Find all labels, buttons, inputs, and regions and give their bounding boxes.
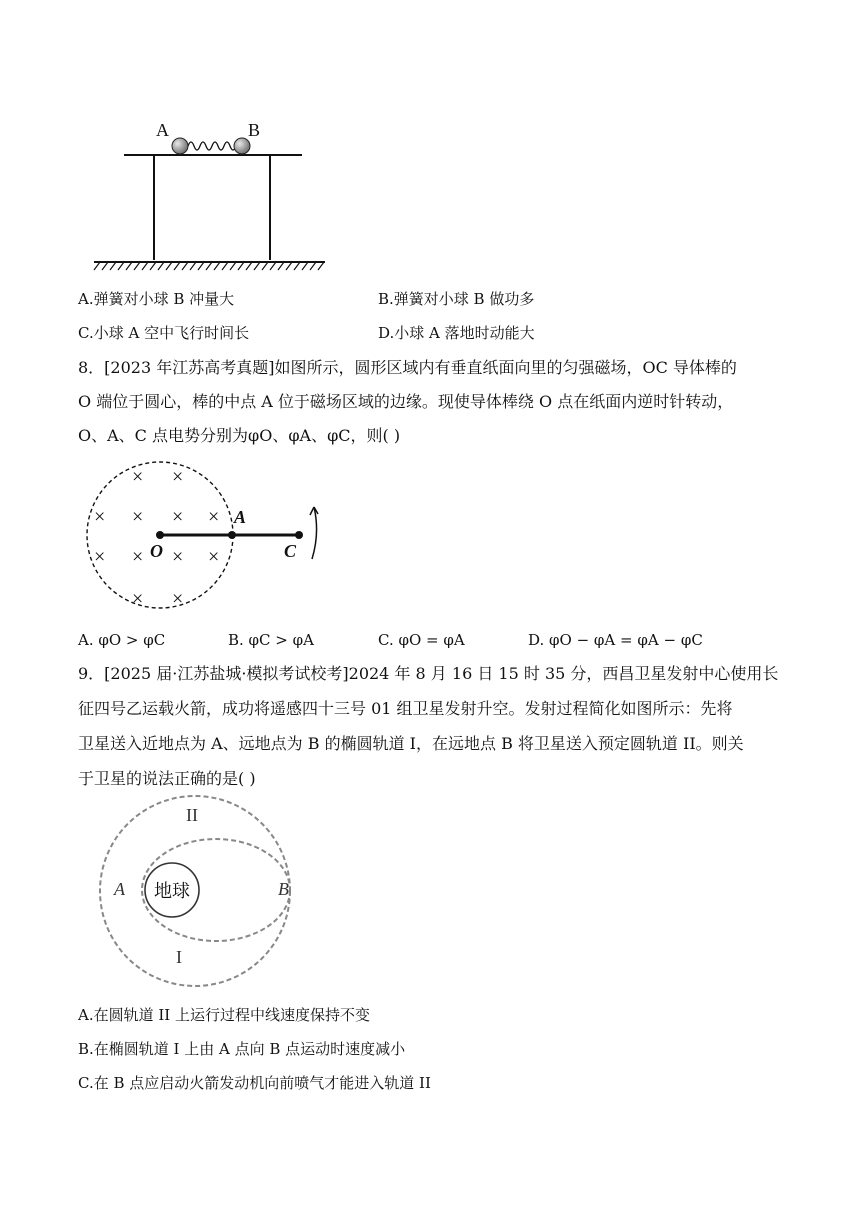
point-c — [295, 531, 303, 539]
label-ii: II — [186, 805, 198, 825]
q9-text-line-1: 9．[2025 届·江苏盐城·模拟考试校考]2024 年 8 月 16 日 15 时 35 分，西昌卫星发射中心使用长 — [78, 664, 779, 683]
q9-option-a: A.在圆轨道 II 上运行过程中线速度保持不变 — [78, 1006, 370, 1024]
q7-option-c: C.小球 A 空中飞行时间长 — [78, 324, 250, 342]
q9-text-line-2: 征四号乙运载火箭，成功将遥感四十三号 01 组卫星发射升空。发射过程简化如图所示：先将 — [78, 699, 733, 718]
ball-a — [172, 138, 188, 154]
q9-text-line-4: 于卫星的说法正确的是( ) — [78, 769, 256, 788]
q7-option-a: A.弹簧对小球 B 冲量大 — [78, 290, 235, 308]
label-b: B — [248, 120, 261, 140]
q9-text-line-3: 卫星送入近地点为 A、远地点为 B 的椭圆轨道 I，在远地点 B 将卫星送入预定圆轨道 II。则关 — [78, 734, 744, 753]
field-into-page-mark: × — [132, 546, 144, 568]
ball-b — [234, 138, 250, 154]
q8-option-a: A. φO > φC — [78, 631, 166, 649]
q8-option-c: C. φO = φA — [378, 631, 465, 649]
q9-option-b: B.在椭圆轨道 I 上由 A 点向 B 点运动时速度减小 — [78, 1040, 406, 1058]
field-into-page-mark: × — [132, 506, 144, 528]
field-into-page-mark: × — [132, 466, 144, 488]
field-marks — [94, 466, 219, 610]
q8-text-line-3: O、A、C 点电势分别为φO、φA、φC，则( ) — [78, 426, 401, 445]
field-into-page-mark: × — [94, 546, 106, 568]
field-into-page-mark: × — [172, 588, 184, 610]
q9-figure — [78, 795, 308, 995]
q8-option-d: D. φO − φA = φA − φC — [528, 631, 703, 649]
q8-text-line-2: O 端位于圆心，棒的中点 A 位于磁场区域的边缘。现使导体棒绕 O 点在纸面内逆时针转动， — [78, 392, 734, 411]
label-a: A — [114, 879, 125, 899]
field-into-page-mark: × — [172, 506, 184, 528]
label-a: A — [156, 120, 169, 140]
label-i: I — [176, 947, 182, 967]
point-o — [156, 531, 164, 539]
q7-option-d: D.小球 A 落地时动能大 — [378, 324, 535, 342]
label-b: B — [278, 879, 289, 899]
field-into-page-mark: × — [132, 588, 144, 610]
rotation-arrow — [312, 507, 317, 559]
label-a: A — [234, 507, 247, 527]
q8-figure — [80, 455, 330, 615]
field-into-page-mark: × — [208, 506, 220, 528]
field-into-page-mark: × — [172, 466, 184, 488]
earth-label: 地球 — [154, 881, 190, 902]
q8-option-b: B. φC > φA — [228, 631, 314, 649]
label-c: C — [284, 541, 297, 561]
field-into-page-mark: × — [94, 506, 106, 528]
q7-option-b: B.弹簧对小球 B 做功多 — [378, 290, 535, 308]
field-into-page-mark: × — [172, 546, 184, 568]
point-a — [228, 531, 236, 539]
field-into-page-mark: × — [208, 546, 220, 568]
label-o: O — [150, 541, 163, 561]
q9-option-c: C.在 B 点应启动火箭发动机向前喷气才能进入轨道 II — [78, 1074, 431, 1092]
q8-text-line-1: 8．[2023 年江苏高考真题]如图所示，圆形区域内有垂直纸面向里的匀强磁场，OC 导体棒的 — [78, 358, 737, 377]
q7-figure — [80, 110, 340, 275]
